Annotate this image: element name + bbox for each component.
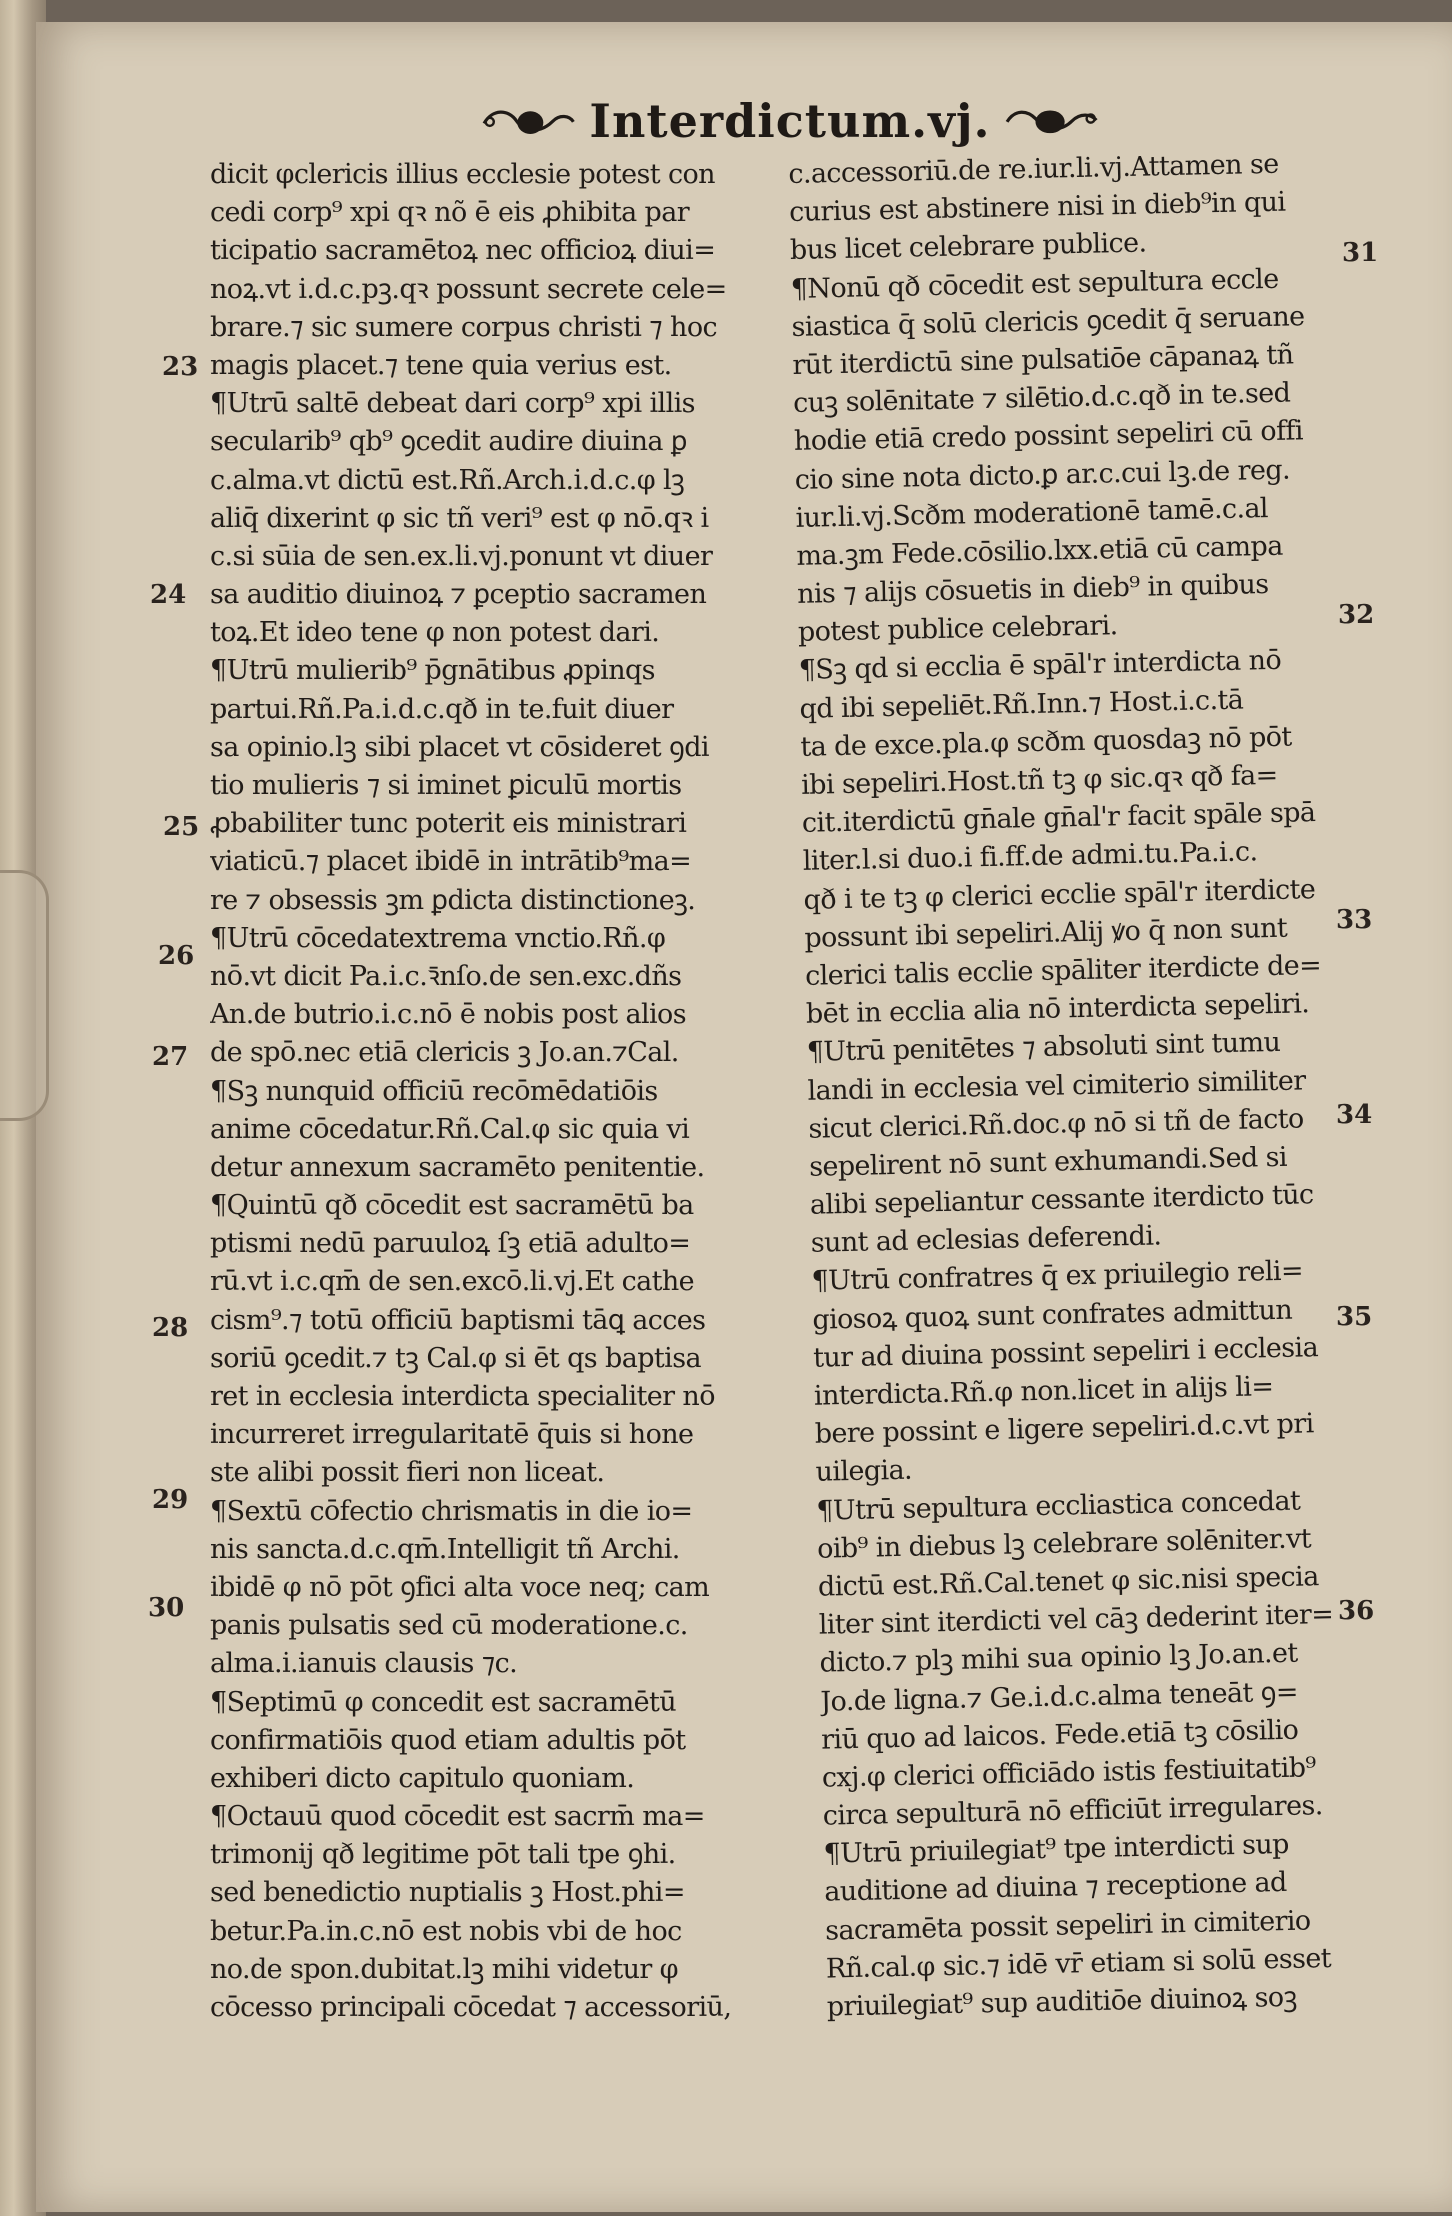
text-line: uilegia. <box>815 1455 913 1489</box>
text-line: rū.vt i.c.qm̄ de sen.excō.li.vj.Et cathe <box>210 1266 695 1298</box>
text-line: ¶Sextū cōfectio chrismatis in die io= <box>210 1495 693 1527</box>
text-line: aliq̄ dixerint φ sic tñ veri⁹ est φ nō.qꝛ i <box>210 502 709 534</box>
text-line: liter.l.si duo.i fi.ff.de admi.tu.Pa.i.c. <box>802 836 1258 878</box>
text-line: incurreret irregularitatē q̄uis si hone <box>210 1419 694 1451</box>
text-line: ¶Sꝫ nunquid officiū recōmēdatiōis <box>210 1075 658 1107</box>
text-line: priuilegiat⁹ sup auditiōe diuinoꝝ soꝫ <box>826 1981 1298 2023</box>
text-line: ta de exce.pla.φ scðm quosdaꝫ nō pōt <box>800 721 1292 763</box>
margin-number: 26 <box>158 941 195 971</box>
margin-number: 36 <box>1338 1596 1375 1626</box>
text-line: c.si sūia de sen.ex.li.vj.ponunt vt diuer <box>210 540 713 572</box>
text-line: ibidē φ nō pōt ꝯfici alta voce neq; cam <box>210 1571 710 1603</box>
margin-number: 29 <box>152 1485 189 1515</box>
text-line: ma.ꝫm Fede.cōsilio.lxx.etiā cū campa <box>796 530 1283 572</box>
text-line: dicto.⁊ plꝫ mihi sua opinio lꝫ Jo.an.et <box>819 1637 1298 1679</box>
text-line: cōcesso principali cōcedat ⁊ accessoriū, <box>210 1992 732 2023</box>
running-header <box>480 86 1100 156</box>
text-line: alma.i.ianuis clausis ⁊c. <box>210 1648 518 1680</box>
text-line: sacramēta possit sepeliri in cimiterio <box>824 1905 1311 1947</box>
text-line: brare.⁊ sic sumere corpus christi ⁊ hoc <box>210 311 717 343</box>
text-line: ¶Utrū penitētes ⁊ absoluti sint tumu <box>806 1027 1281 1069</box>
text-line: Jo.de ligna.⁊ Ge.i.d.c.alma teneāt ꝯ= <box>820 1676 1299 1718</box>
text-line: hodie etiā credo possint sepeliri cū offi <box>793 415 1304 458</box>
text-line: ¶Utrū priuilegiat⁹ tpe interdicti sup <box>823 1829 1290 1870</box>
text-line: ¶Nonū qð cōcedit est sepultura eccle <box>790 263 1279 305</box>
text-line: anime cōcedatur.Rñ.Cal.φ sic quia vi <box>210 1113 690 1145</box>
margin-number: 34 <box>1336 1100 1373 1130</box>
text-line: ¶Utrū cōcedatextrema vnctio.Rñ.φ <box>210 922 666 954</box>
text-line: ¶Sꝫ qd si ecclia ē spāl'r interdicta nō <box>798 645 1282 687</box>
margin-number: 24 <box>150 580 187 610</box>
text-line: iur.li.vj.Scðm moderationē tamē.c.al <box>795 492 1269 534</box>
text-line: qd ibi sepeliēt.Rñ.Inn.⁊ Host.i.c.tā <box>799 684 1244 725</box>
text-line: viaticū.⁊ placet ibidē in intrātib⁹ma= <box>210 846 692 878</box>
text-line: de spō.nec etiā clericis ꝫ Jo.an.⁊Cal. <box>210 1037 679 1069</box>
text-line: ¶Utrū mulierib⁹ p̄gnātibus ꝓpinqs <box>210 655 655 687</box>
text-line: rūt iterdictū sine pulsatiōe cāpanaꝝ tñ <box>792 339 1294 381</box>
text-line: no.de spon.dubitat.lꝫ mihi videtur φ <box>210 1953 678 1985</box>
text-line: nis sancta.d.c.qm̄.Intelligit tñ Archi. <box>210 1533 680 1565</box>
text-line: nō.vt dicit Pa.i.c.ꝛ̄nſo.de sen.exc.dñs <box>210 960 682 992</box>
text-line: re ⁊ obsessis ꝫm ꝑdicta distinctioneꝫ. <box>210 884 696 916</box>
right-ornament-icon <box>1003 96 1100 146</box>
text-line: possunt ibi sepeliri.Alij ꝟo q̄ non sunt <box>804 912 1288 954</box>
text-line: potest publice celebrari. <box>797 610 1118 649</box>
text-line: landi in ecclesia vel cimiterio similiter <box>807 1064 1306 1107</box>
text-line: ste alibi possit fieri non liceat. <box>210 1457 605 1489</box>
margin-number: 35 <box>1336 1302 1373 1332</box>
text-line: sa auditio diuinoꝝ ⁊ ꝑceptio sacramen <box>210 579 707 611</box>
text-line: auditione ad diuina ⁊ receptione ad <box>824 1867 1288 1909</box>
text-line: ¶Septimū φ concedit est sacramētū <box>210 1686 677 1718</box>
text-line: sed benedictio nuptialis ꝫ Host.phi= <box>210 1877 685 1909</box>
margin-number: 30 <box>148 1593 185 1623</box>
text-line: bus licet celebrare publice. <box>789 227 1147 267</box>
margin-number: 25 <box>163 812 200 842</box>
text-line: ¶Utrū confratres q̄ ex priuilegio reli= <box>811 1255 1304 1298</box>
text-line: siastica q̄ solū clericis ꝯcedit q̄ seruane <box>791 300 1305 343</box>
page-clip <box>0 870 49 1121</box>
text-line: cio sine nota dicto.ꝑ ar.c.cui lꝫ.de reg. <box>794 454 1291 496</box>
text-line: ꝓbabiliter tunc poterit eis ministrari <box>210 808 687 840</box>
text-line: liter sint iterdicti vel cāꝫ dederint iter= <box>818 1599 1334 1641</box>
text-line: circa sepulturā nō efficiūt irregulares. <box>822 1790 1323 1832</box>
left-text-column <box>210 156 770 2027</box>
text-line: oib⁹ in diebus lꝫ celebrare solēniter.vt <box>816 1523 1312 1565</box>
text-line: nis ⁊ alijs cōsuetis in dieb⁹ in quibus <box>796 569 1269 610</box>
text-line: sunt ad eclesias deferendi. <box>810 1220 1162 1260</box>
text-line: bēt in ecclia alia nō interdicta sepeliri. <box>805 988 1310 1030</box>
text-line: ¶Quintū qð cōcedit est sacramētū ba <box>210 1190 694 1222</box>
left-ornament-icon <box>480 96 577 146</box>
text-line: sepelirent nō sunt exhumandi.Sed si <box>808 1141 1288 1183</box>
text-line: qð i te tꝫ φ clerici ecclie spāl'r iterdicte <box>803 873 1316 916</box>
header-title: Interdictum.vj. <box>589 94 991 148</box>
text-line: betur.Pa.in.c.nō est nobis vbi de hoc <box>210 1915 682 1947</box>
text-line: bere possint e ligere sepeliri.d.c.vt pri <box>814 1408 1314 1450</box>
margin-number: 32 <box>1338 600 1375 630</box>
text-line: cedi corp⁹ xpi qꝛ nõ ē eis ꝓhibita par <box>210 197 690 229</box>
text-line: clerici talis ecclie spāliter iterdicte de= <box>804 949 1322 992</box>
text-line: magis placet.⁊ tene quia verius est. <box>210 349 672 381</box>
text-line: exhiberi dicto capitulo quoniam. <box>210 1762 635 1794</box>
text-line: curius est abstinere nisi in dieb⁹in qui <box>788 186 1286 229</box>
margin-number: 27 <box>152 1042 189 1072</box>
text-line: An.de butrio.i.c.nō ē nobis post alios <box>210 999 686 1031</box>
text-line: ptismi nedū paruuloꝝ ſꝫ etiā adulto= <box>210 1228 691 1260</box>
text-line: ¶Utrū saltē debeat dari corp⁹ xpi illis <box>210 388 695 420</box>
text-line: partui.Rñ.Pa.i.d.c.qð in te.fuit diuer <box>210 693 674 725</box>
margin-number: 31 <box>1342 238 1379 268</box>
margin-number: 23 <box>162 352 199 382</box>
text-line: cism⁹.⁊ totū officiū baptismi tāꝗ acces <box>210 1304 706 1336</box>
text-line: dictū est.Rñ.Cal.tenet φ sic.nisi specia <box>817 1561 1319 1603</box>
text-line: trimonij qð legitime pōt tali tpe ꝯhi. <box>210 1839 676 1871</box>
text-line: dicit φclericis illius ecclesie potest con <box>210 159 715 190</box>
text-line: panis pulsatis sed cū moderatione.c. <box>210 1610 688 1642</box>
text-line: sicut clerici.Rñ.doc.φ nō si tñ de facto <box>808 1103 1304 1145</box>
text-line: sa opinio.lꝫ sibi placet vt cōsideret ꝯdi <box>210 731 709 763</box>
text-line: ¶Octauū quod cōcedit est sacrm̄ ma= <box>210 1801 705 1833</box>
text-line: interdicta.Rñ.φ non.licet in alijs li= <box>813 1371 1274 1412</box>
margin-number: 33 <box>1336 905 1373 935</box>
text-line: ibi sepeliri.Host.tñ tꝫ φ sic.qꝛ qð fa= <box>800 759 1278 801</box>
text-line: cit.iterdictū gn̄ale gn̄al'r facit spāle spā <box>801 797 1316 840</box>
text-line: ticipatio sacramētoꝝ nec officioꝝ diui= <box>210 235 716 267</box>
text-line: noꝝ.vt i.d.c.pꝫ.qꝛ possunt secrete cele= <box>210 273 727 305</box>
text-line: cxj.φ clerici officiādo istis festiuitatib⁹ <box>821 1752 1316 1794</box>
text-line: secularib⁹ qb⁹ ꝯcedit audire diuina ꝑ <box>210 426 687 458</box>
text-line: soriū ꝯcedit.⁊ tꝫ Cal.φ si ēt qs baptisa <box>210 1342 701 1374</box>
text-line: tio mulieris ⁊ si iminet ꝑiculū mortis <box>210 770 682 801</box>
text-line: confirmatiōis quod etiam adultis pōt <box>210 1724 686 1756</box>
text-line: cuꝫ solēnitate ⁊ silētio.d.c.qð in te.sed <box>792 377 1291 420</box>
text-line: toꝝ.Et ideo tene φ non potest dari. <box>210 617 660 649</box>
text-line: alibi sepeliantur cessante iterdicto tūc <box>809 1179 1314 1221</box>
text-line: detur annexum sacramēto penitentie. <box>210 1151 705 1183</box>
text-line: ¶Utrū sepultura eccliastica concedat <box>816 1485 1301 1527</box>
text-line: c.alma.vt dictū est.Rñ.Arch.i.d.c.φ lꝫ <box>210 464 685 496</box>
text-line: riū quo ad laicos. Fede.etiā tꝫ cōsilio <box>820 1714 1299 1756</box>
text-line: Rñ.cal.φ sic.⁊ idē vr̄ etiam si solū esset <box>825 1942 1332 1985</box>
text-line: giosoꝝ quoꝝ sunt confrates admittun <box>812 1294 1293 1336</box>
margin-number: 28 <box>152 1313 189 1343</box>
text-line: ret in ecclesia interdicta specialiter nō <box>210 1381 715 1412</box>
text-line: c.accessoriū.de re.iur.li.vj.Attamen se <box>788 148 1279 190</box>
right-text-column <box>788 144 1387 2027</box>
text-line: tur ad diuina possint sepeliri i ecclesia <box>812 1331 1319 1374</box>
